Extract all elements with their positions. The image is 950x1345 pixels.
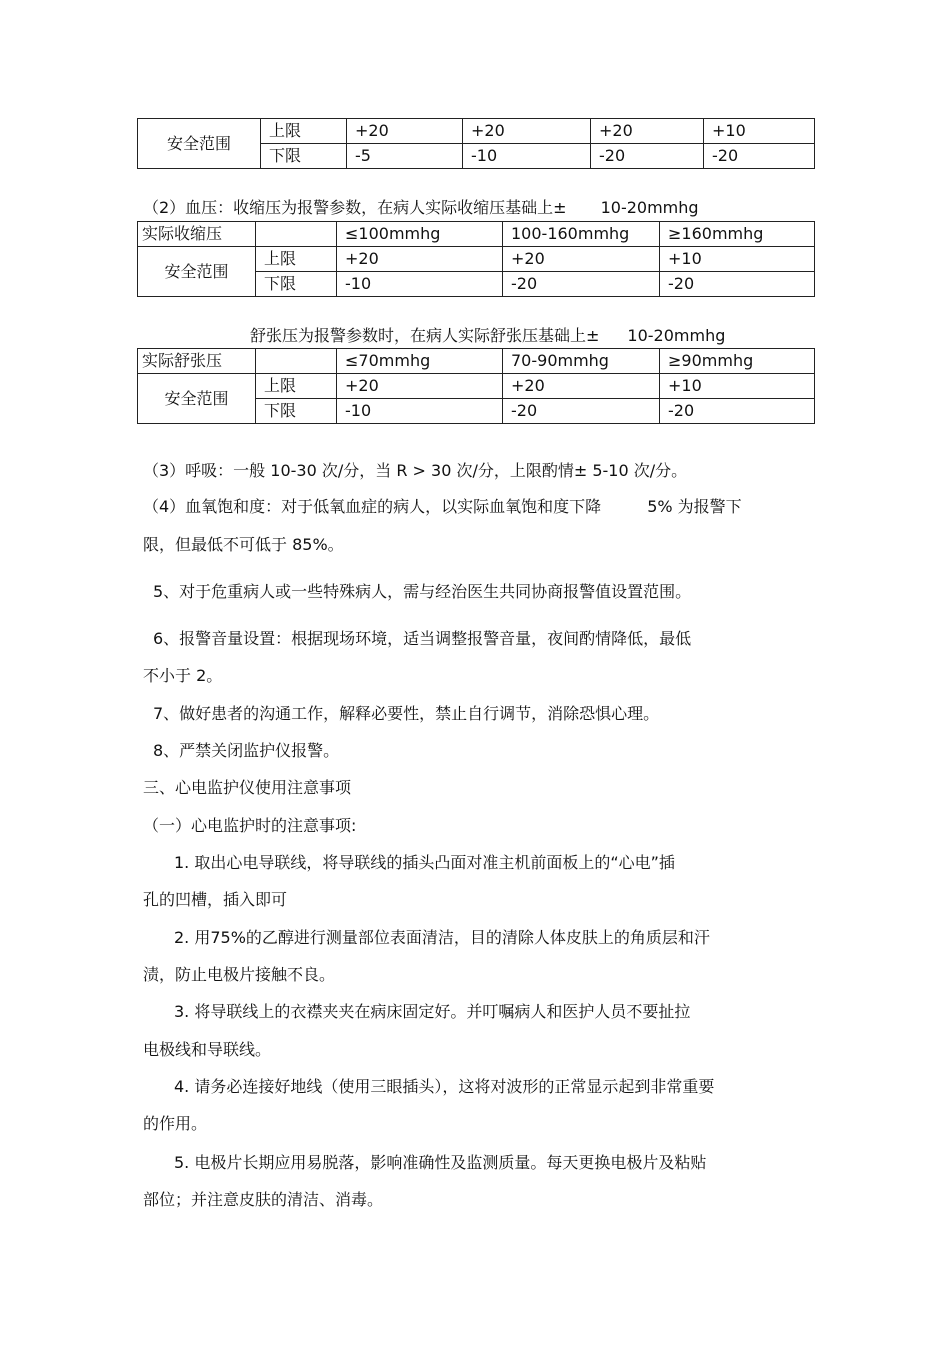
row-header-safe-range: 安全范围 [138, 119, 261, 169]
column-header [256, 222, 337, 247]
column-header: 实际收缩压 [138, 222, 256, 247]
row-label-upper: 上限 [261, 119, 347, 144]
column-header [256, 349, 337, 374]
column-header: 实际舒张压 [138, 349, 256, 374]
table-cell: -10 [337, 399, 503, 424]
paragraph-text: （4）血氧饱和度：对于低氧血症的病人，以实际血氧饱和度下降 [143, 497, 602, 516]
table-cell: -20 [503, 272, 660, 297]
list-item-2: 2. 用75%的乙醇进行测量部位表面清洁，目的清除人体皮肤上的角质层和汗 [174, 928, 710, 947]
table-cell: -10 [337, 272, 503, 297]
section-heading: 三、心电监护仪使用注意事项 [143, 778, 352, 797]
column-header: 70-90mmhg [503, 349, 660, 374]
table-row [138, 247, 815, 272]
column-header: ≤70mmhg [337, 349, 503, 374]
table-cell: +20 [503, 247, 660, 272]
table-cell: -20 [704, 144, 815, 169]
diastolic-table [137, 348, 815, 424]
caption-range: 10-20mmhg [627, 326, 726, 345]
paragraph-item-6-cont: 不小于 2。 [143, 666, 223, 685]
paragraph-item-7: 7、做好患者的沟通工作，解释必要性，禁止自行调节，消除恐惧心理。 [153, 704, 660, 723]
row-label-lower: 下限 [256, 399, 337, 424]
table-cell: -5 [347, 144, 463, 169]
row-header-safe-range: 安全范围 [138, 374, 256, 424]
table-header-row [138, 222, 815, 247]
table-row [138, 119, 815, 144]
row-label-upper: 上限 [256, 247, 337, 272]
paragraph-item-6: 6、报警音量设置：根据现场环境，适当调整报警音量，夜间酌情降低，最低 [153, 629, 692, 648]
list-item-1-cont: 孔的凹槽，插入即可 [143, 890, 288, 909]
row-label-upper: 上限 [256, 374, 337, 399]
table-cell: +20 [337, 374, 503, 399]
table-cell: +20 [337, 247, 503, 272]
table-cell: +10 [704, 119, 815, 144]
table-cell: -20 [660, 399, 815, 424]
list-item-2-cont: 渍，防止电极片接触不良。 [143, 965, 336, 984]
diastolic-caption [250, 326, 725, 346]
table-cell: -10 [463, 144, 591, 169]
list-item-5-cont: 部位；并注意皮肤的清洁、消毒。 [143, 1190, 384, 1209]
caption-text: （2）血压：收缩压为报警参数，在病人实际收缩压基础上± [143, 198, 567, 217]
subsection-heading: （一）心电监护时的注意事项: [143, 816, 357, 835]
paragraph-spo2-cont: 限，但最低不可低于 85%。 [143, 535, 344, 554]
column-header: 100-160mmhg [503, 222, 660, 247]
table-cell: -20 [660, 272, 815, 297]
row-label-lower: 下限 [256, 272, 337, 297]
table-cell: +20 [503, 374, 660, 399]
column-header: ≥90mmhg [660, 349, 815, 374]
systolic-caption [143, 198, 699, 218]
caption-range: 10-20mmhg [600, 198, 699, 217]
list-item-5: 5. 电极片长期应用易脱落，影响准确性及监测质量。每天更换电极片及粘贴 [174, 1153, 707, 1172]
paragraph-spo2 [143, 497, 742, 517]
list-item-1: 1. 取出心电导联线，将导联线的插头凸面对准主机前面板上的“心电”插 [174, 853, 675, 872]
table-row [138, 374, 815, 399]
alarm-range-table-top [137, 118, 815, 169]
table-cell: -20 [503, 399, 660, 424]
paragraph-item-8: 8、严禁关闭监护仪报警。 [153, 741, 340, 760]
list-item-3: 3. 将导联线上的衣襟夹夹在病床固定好。并叮嘱病人和医护人员不要扯拉 [174, 1002, 691, 1021]
table-cell: +10 [660, 247, 815, 272]
paragraph-text: 5% 为报警下 [647, 497, 742, 516]
paragraph-item-5: 5、对于危重病人或一些特殊病人，需与经治医生共同协商报警值设置范围。 [153, 582, 692, 601]
list-item-3-cont: 电极线和导联线。 [143, 1040, 272, 1059]
row-header-safe-range: 安全范围 [138, 247, 256, 297]
table-header-row [138, 349, 815, 374]
table-cell: +20 [463, 119, 591, 144]
table-cell: +10 [660, 374, 815, 399]
list-item-4-cont: 的作用。 [143, 1114, 208, 1133]
table-cell: +20 [591, 119, 704, 144]
column-header: ≥160mmhg [660, 222, 815, 247]
table-cell: -20 [591, 144, 704, 169]
list-item-4: 4. 请务必连接好地线（使用三眼插头），这将对波形的正常显示起到非常重要 [174, 1077, 715, 1096]
caption-text: 舒张压为报警参数时，在病人实际舒张压基础上± [250, 326, 600, 345]
systolic-table [137, 221, 815, 297]
paragraph-respiration: （3）呼吸：一般 10-30 次/分，当 R > 30 次/分，上限酌情± 5-10 次/分。 [143, 461, 688, 480]
table-cell: +20 [347, 119, 463, 144]
column-header: ≤100mmhg [337, 222, 503, 247]
row-label-lower: 下限 [261, 144, 347, 169]
